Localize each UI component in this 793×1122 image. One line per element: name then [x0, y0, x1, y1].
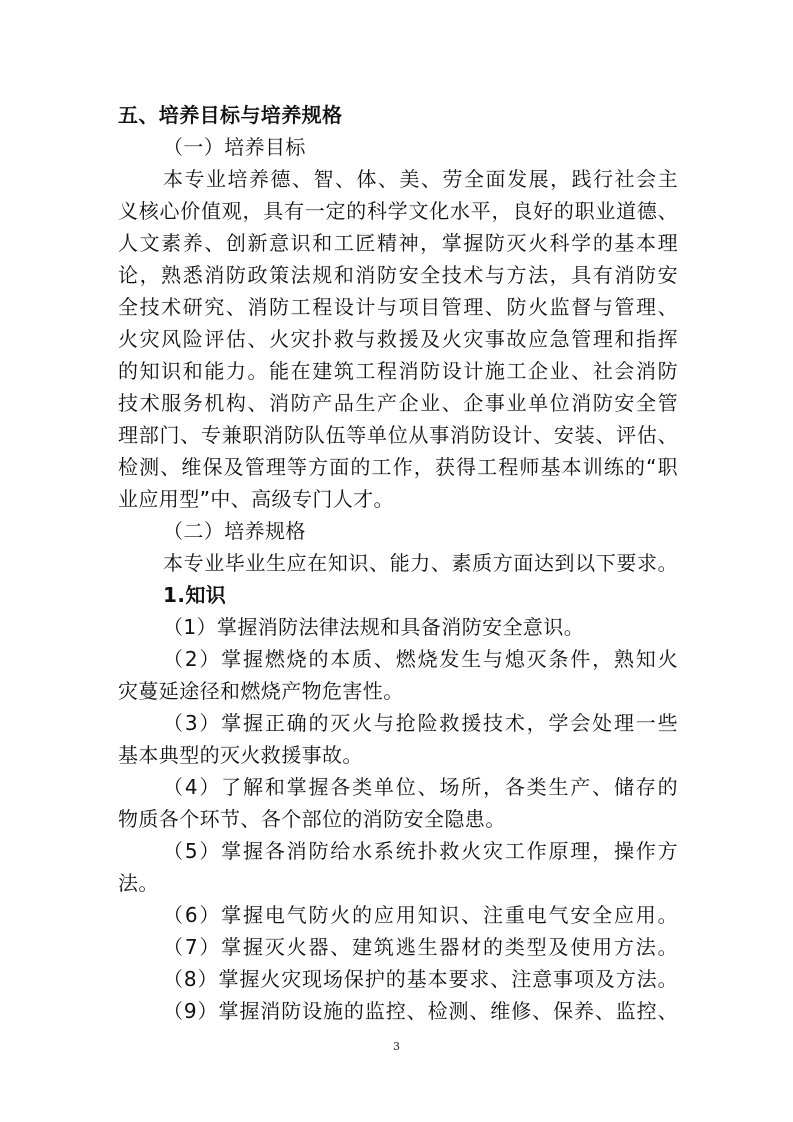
- page-number: 3: [393, 1040, 400, 1053]
- knowledge-heading: 1.知识: [163, 583, 227, 607]
- knowledge-item: （6）掌握电气防火的应用知识、注重电气安全应用。: [163, 903, 678, 927]
- objective-line: 论，熟悉消防政策法规和消防安全技术与方法，具有消防安: [118, 263, 678, 287]
- objective-line: 检测、维保及管理等方面的工作，获得工程师基本训练的“职: [118, 455, 678, 479]
- knowledge-item-continuation: 灾蔓延途径和燃烧产物危害性。: [118, 679, 404, 703]
- objective-line: 义核心价值观，具有一定的科学文化水平，良好的职业道德、: [118, 199, 678, 223]
- objective-line: 全技术研究、消防工程设计与项目管理、防火监督与管理、: [118, 295, 678, 319]
- section-title: 五、培养目标与培养规格: [118, 103, 343, 127]
- subsection-title-objectives: （一）培养目标: [163, 135, 306, 159]
- knowledge-item: （7）掌握灭火器、建筑逃生器材的类型及使用方法。: [163, 935, 678, 959]
- objective-line: 的知识和能力。能在建筑工程消防设计施工企业、社会消防: [118, 359, 678, 383]
- objective-line: 火灾风险评估、火灾扑救与救援及火灾事故应急管理和指挥: [118, 327, 678, 351]
- objective-line: 业应用型”中、高级专门人才。: [118, 487, 394, 511]
- knowledge-item-continuation: 物质各个环节、各个部位的消防安全隐患。: [118, 807, 506, 831]
- subsection-title-specifications: （二）培养规格: [163, 519, 306, 543]
- objective-line: 技术服务机构、消防产品生产企业、企事业单位消防安全管: [118, 391, 678, 415]
- spec-intro: 本专业毕业生应在知识、能力、素质方面达到以下要求。: [163, 551, 678, 575]
- knowledge-item: （8）掌握火灾现场保护的基本要求、注意事项及方法。: [163, 967, 678, 991]
- knowledge-item-continuation: 基本典型的灭火救援事故。: [118, 743, 363, 767]
- objective-line: 本专业培养德、智、体、美、劳全面发展，践行社会主: [163, 167, 678, 191]
- knowledge-item: （3）掌握正确的灭火与抢险救援技术，学会处理一些: [163, 711, 678, 735]
- knowledge-item: （9）掌握消防设施的监控、检测、维修、保养、监控、: [163, 999, 678, 1023]
- knowledge-item: （5）掌握各消防给水系统扑救火灾工作原理，操作方: [163, 839, 678, 863]
- knowledge-item: （1）掌握消防法律法规和具备消防安全意识。: [163, 615, 585, 639]
- knowledge-item: （4）了解和掌握各类单位、场所，各类生产、储存的: [163, 775, 678, 799]
- objective-line: 理部门、专兼职消防队伍等单位从事消防设计、安装、评估、: [118, 423, 678, 447]
- knowledge-item-continuation: 法。: [118, 871, 159, 895]
- objective-line: 人文素养、创新意识和工匠精神，掌握防灭火科学的基本理: [118, 231, 678, 255]
- knowledge-item: （2）掌握燃烧的本质、燃烧发生与熄灭条件，熟知火: [163, 647, 678, 671]
